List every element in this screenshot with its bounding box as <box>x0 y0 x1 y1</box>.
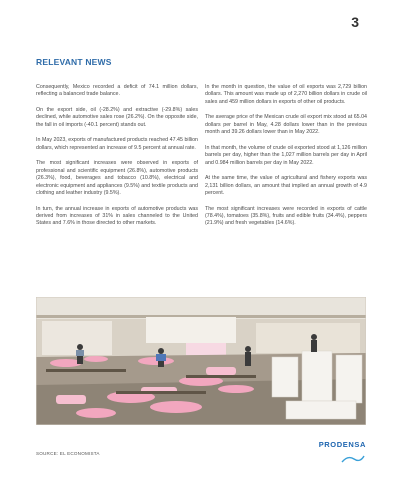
paragraph: The average price of the Mexican crude oil export mix stood at 65.04 dollars per barrel in May, 4.28 dollars lower than in the previous month and 39.26 dollars lower than in May 2022. <box>205 114 367 136</box>
section-title: RELEVANT NEWS <box>36 57 112 67</box>
paragraph: Consequently, Mexico recorded a deficit of 74.1 million dollars, reflecting a balanced trade balance. <box>36 84 198 98</box>
source-note: SOURCE: EL ECONOMISTA <box>36 451 100 456</box>
left-column <box>36 84 198 236</box>
right-column <box>205 84 367 236</box>
paragraph: In that month, the volume of crude oil exported stood at 1,126 million barrels per day, higher than the 1,027 million barrels per day in April and 0.984 million barrels per day in May 2022. <box>205 144 367 166</box>
paragraph: The most significant increases were observed in exports of professional and scientific equipment (26.8%), automotive products (26.3%), food, beverages and tobacco (10.8%), electrical and electronic equipment and appliances (9.5%) and textile products and clothing and leather industry (9.5%). <box>36 160 198 197</box>
page-number: 3 <box>351 14 359 30</box>
paragraph: On the export side, oil (-28.2%) and extractive (-29.8%) sales declined, while automotive sales rose (26.2%). On the opposite side, the fall in oil imports (-40.1 percent) stands out. <box>36 107 198 128</box>
brand-logo: PRODENSA <box>318 440 366 449</box>
factory-photo <box>36 297 366 425</box>
paragraph: In turn, the annual increase in exports of automotive products was derived from increases of 31% in sales channeled to the United States and 7.6% in those directed to other markets. <box>36 205 198 227</box>
paragraph: In May 2023, exports of manufactured products reached 47.45 billion dollars, which represented an increase of 9.5 percent at annual rate. <box>36 137 198 151</box>
paragraph: The most significant increases were recorded in exports of cattle (78.4%), tomatoes (35.8%), fruits and edible fruits (34.4%), peppers (21.9%) and fresh vegetables (14.6%). <box>205 205 367 227</box>
brand-mark-icon <box>340 451 366 469</box>
paragraph: At the same time, the value of agricultural and fishery exports was 2,131 billion dollars, an amount that implied an annual growth of 4.9 percent. <box>205 175 367 197</box>
paragraph: In the month in question, the value of oil exports was 2,729 billion dollars. This amount was made up of 2,270 billion dollars in crude oil sales and 459 million dollars in exports of other oil products. <box>205 84 367 105</box>
